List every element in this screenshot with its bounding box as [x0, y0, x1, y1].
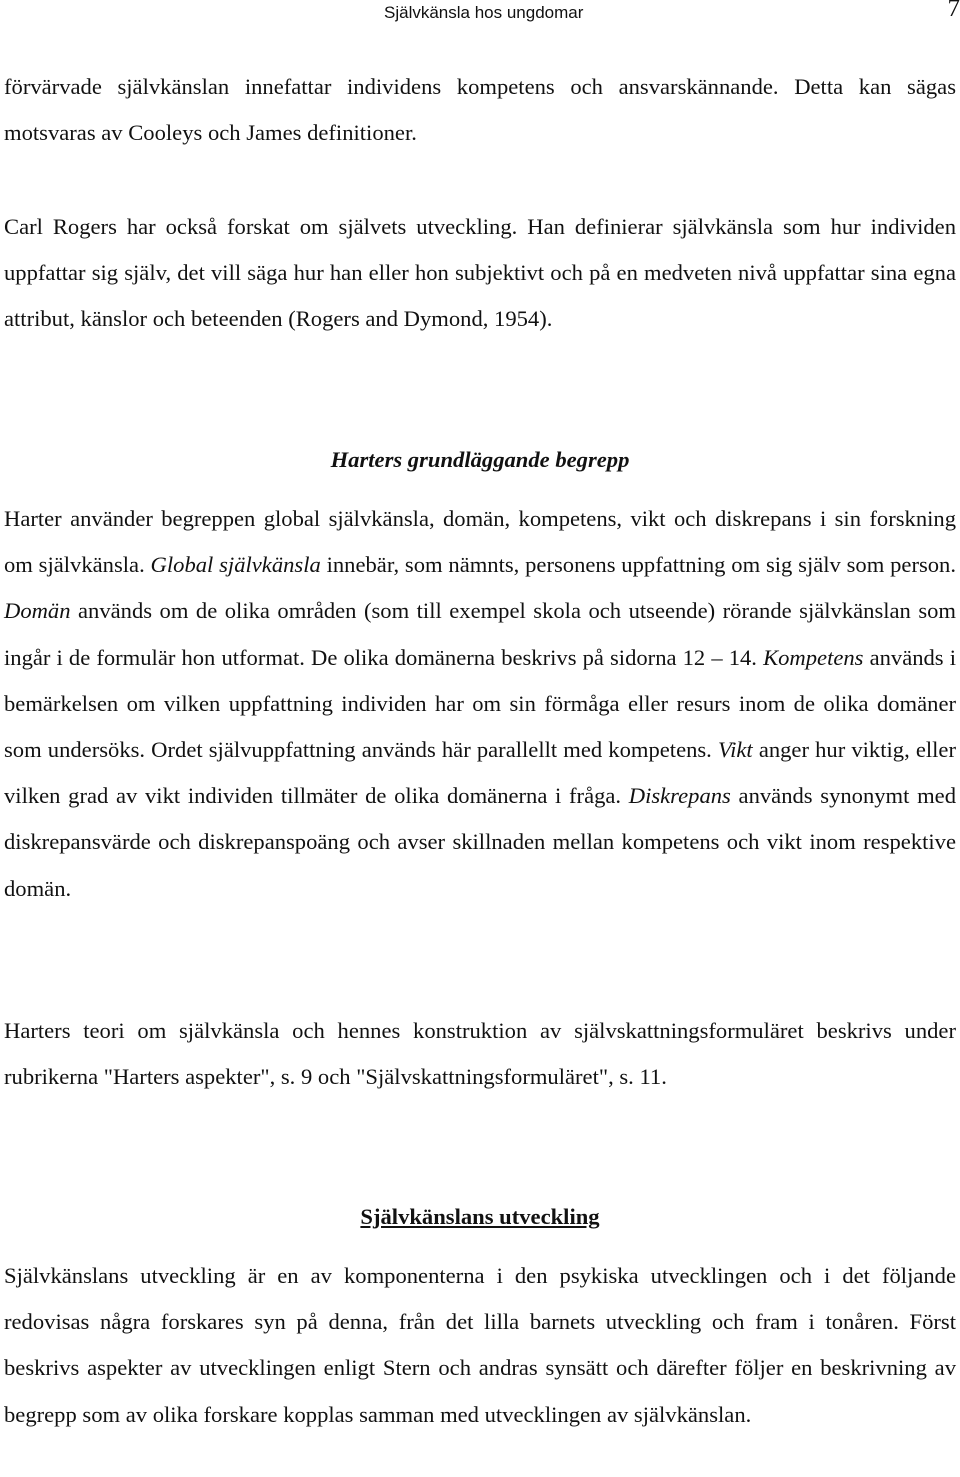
- harter-sentence-1: Harter använder begreppen global självkänsla, domän, kompetens, vikt och diskrepans i sin forskning om självkänsla.: [4, 506, 956, 578]
- running-title: Självkänsla hos ungdomar: [384, 3, 584, 22]
- paragraph-harter-theory: Harters teori om självkänsla och hennes konstruktion av självskattningsformuläret beskrivs under rubrikerna "Harters aspekter", s. 9 och "Självskattningsformuläret", s. 11.: [4, 1018, 956, 1090]
- term-importance: Vikt: [717, 737, 753, 763]
- section-heading-development: Självkänslans utveckling: [360, 1204, 600, 1229]
- harter-sentence-2: innebär, som nämnts, personens uppfattning om sig själv som person.: [320, 552, 956, 578]
- term-domain: Domän: [4, 598, 71, 624]
- page-number: 7: [947, 0, 960, 22]
- paragraph-development: Självkänslans utveckling är en av komponenterna i den psykiska utvecklingen och i det följande redovisas några forskares syn på denna, från det lilla barnets utveckling och fram i tonåren. Först beskrivs aspekter av utvecklingen enligt Stern och andras synsätt och därefter följer en beskrivning av begrepp som av olika forskare kopplas samman med utvecklingen av självkänslan.: [4, 1263, 956, 1427]
- term-discrepancy: Diskrepans: [628, 783, 731, 809]
- harter-sentence-4: används i bemärkelsen om vilken uppfattning individen har om sin förmåga eller resurs inom de olika domäner som undersöks. Ordet självuppfattning används här parallellt med kompetens.: [4, 644, 956, 763]
- harter-sentence-5: anger hur viktig, eller vilken grad av vikt individen tillmäter de olika domänerna i fråga.: [4, 737, 956, 809]
- harter-sentence-6: används synonymt med diskrepansvärde och diskrepanspoäng och avser skillnaden mellan kompetens och vikt inom respektive domän.: [4, 783, 956, 901]
- paragraph-harter-concepts: [4, 496, 956, 912]
- running-header: [0, 0, 960, 30]
- term-competence: Kompetens: [763, 644, 864, 670]
- paragraph-competence: förvärvade självkänslan innefattar individens kompetens och ansvarskännande. Detta kan sägas motsvaras av Cooleys och James definitioner.: [4, 74, 956, 146]
- paragraph-rogers: Carl Rogers har också forskat om självets utveckling. Han definierar självkänsla som hur individen uppfattar sig själv, det vill säga hur han eller hon subjektivt och på en medveten nivå uppfattar sina egna attribut, känslor och beteenden (Rogers and Dymond, 1954).: [4, 214, 956, 332]
- subheading-harter-concepts: Harters grundläggande begrepp: [330, 447, 630, 472]
- term-global-self-esteem: Global självkänsla: [150, 552, 321, 578]
- harter-sentence-3: används om de olika områden (som till exempel skola och utseende) rörande självkänslan som ingår i de formulär hon utformat. De olika domänerna beskrivs på sidorna 12 – 14.: [4, 598, 956, 670]
